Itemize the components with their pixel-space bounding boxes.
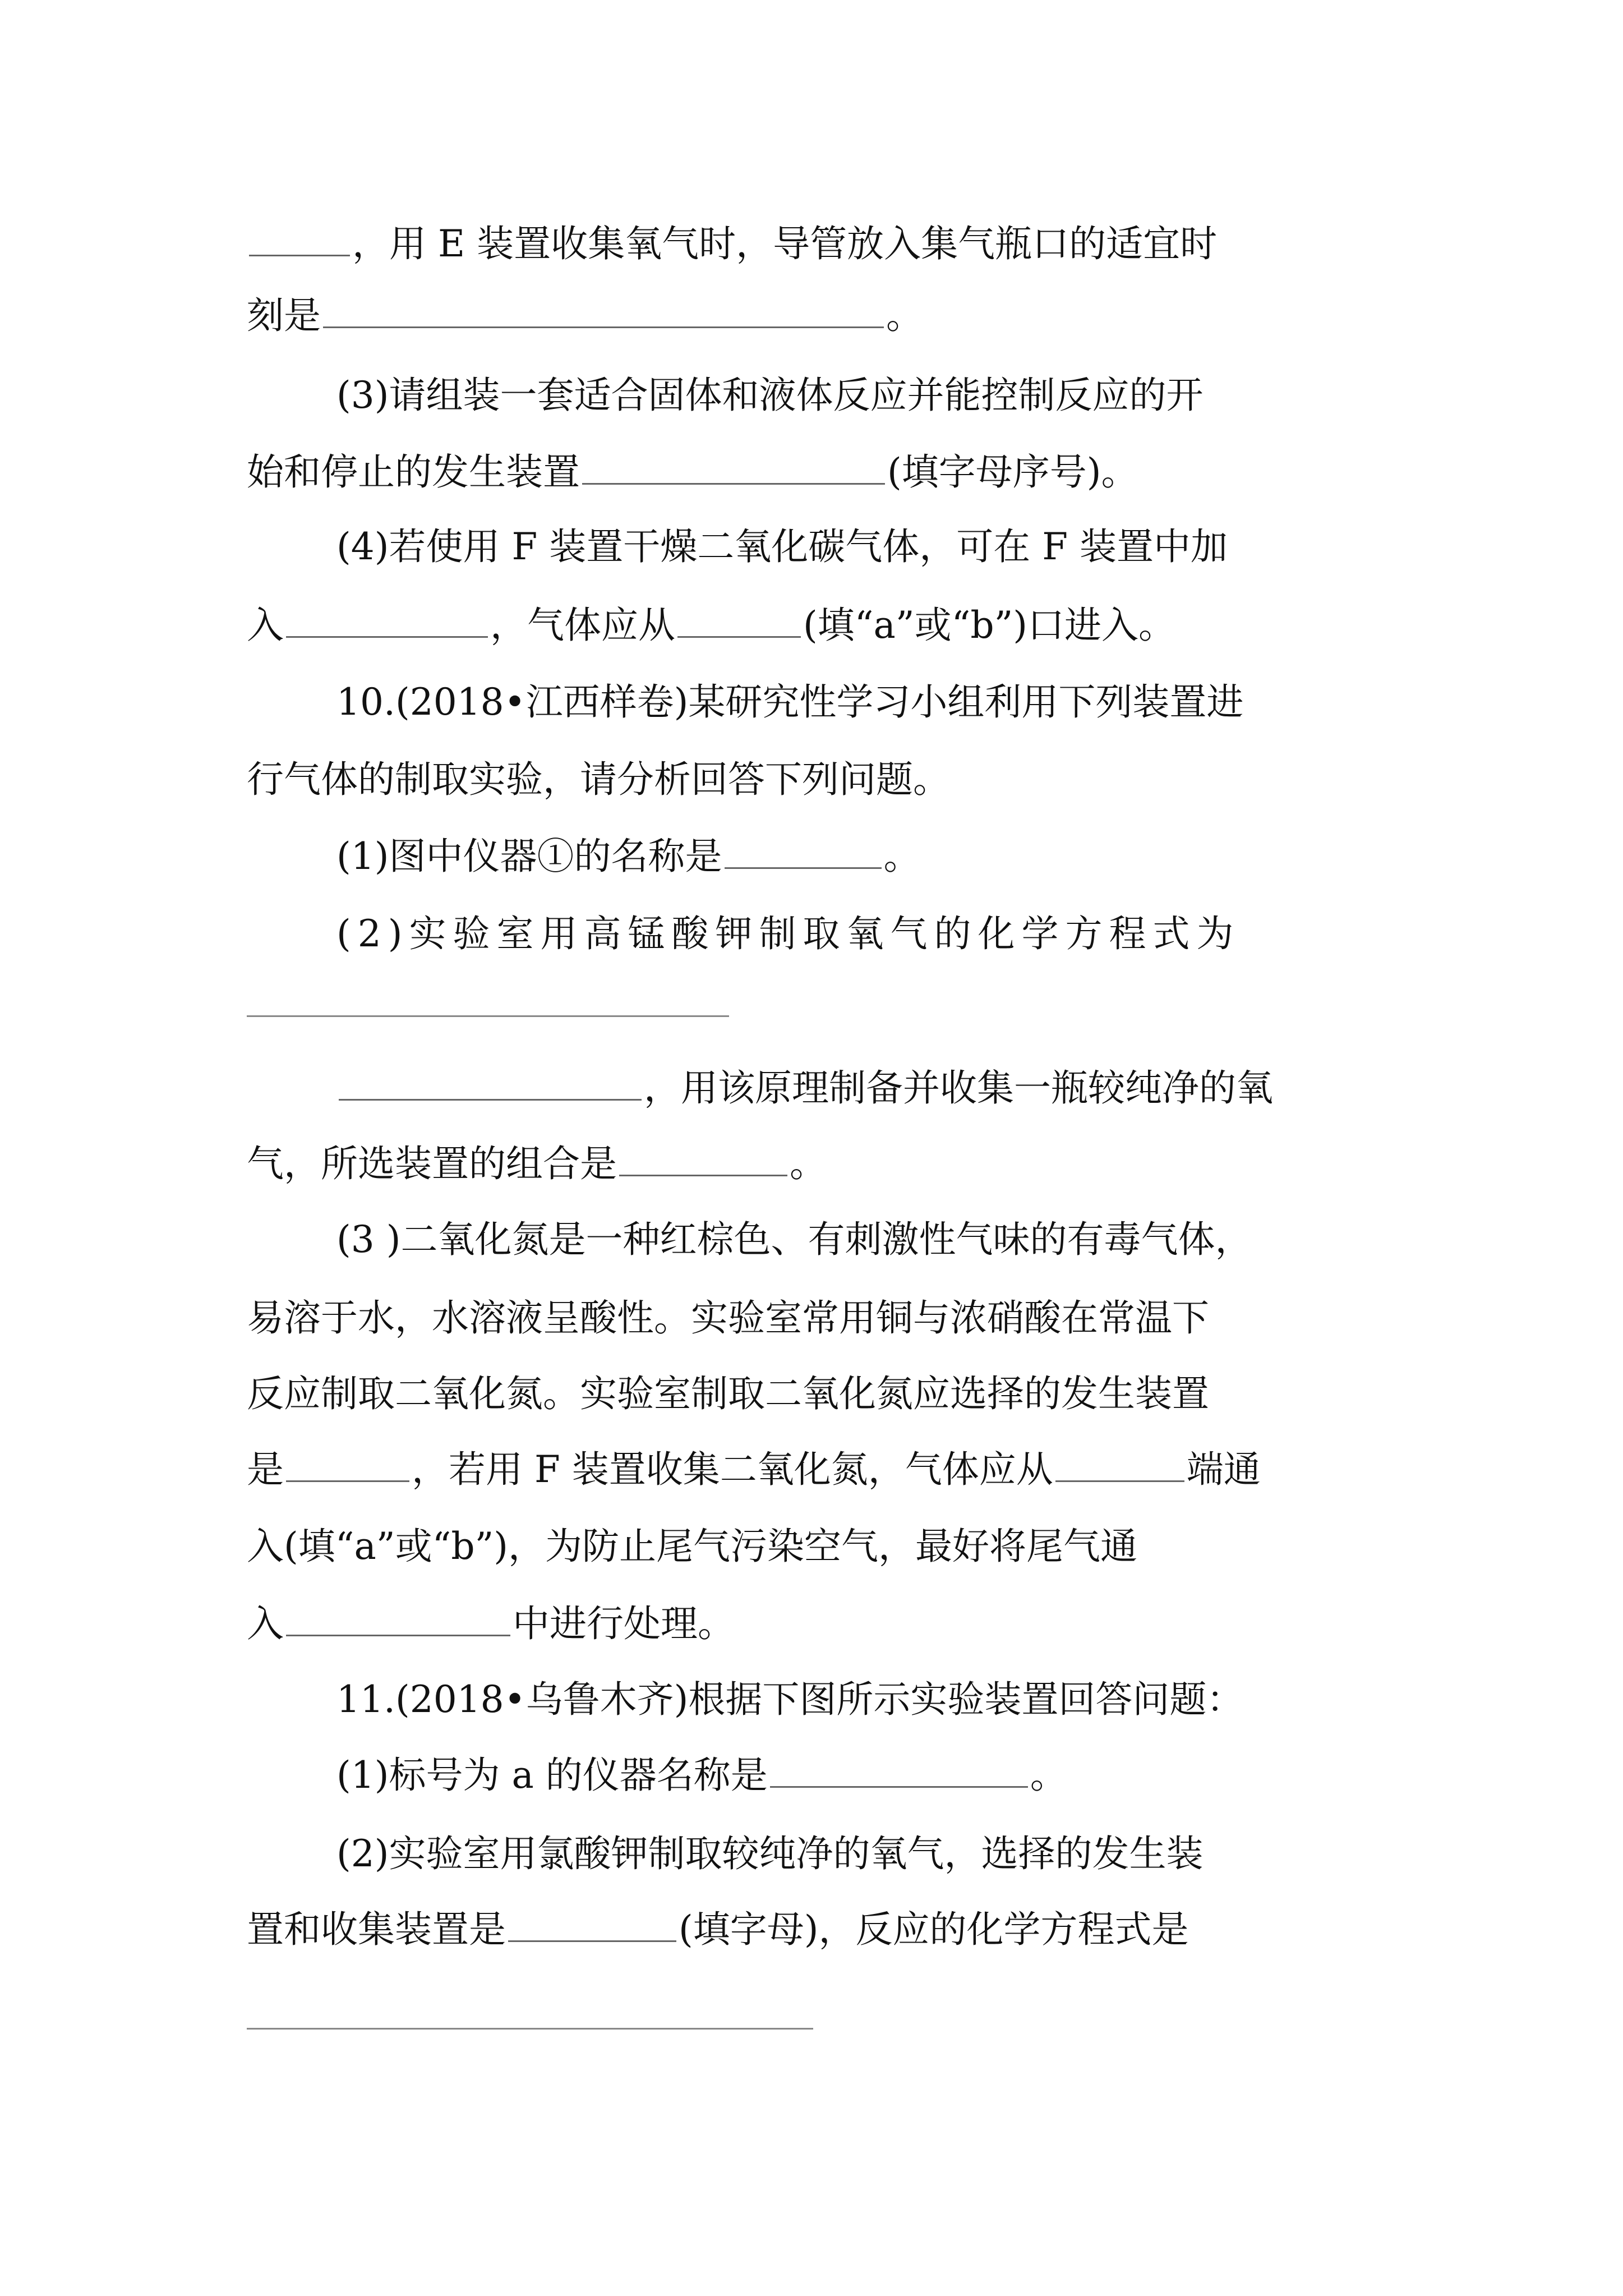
question-11-heading [336,1674,1243,1725]
answer-blank[interactable] [323,292,884,328]
line-text: 。 [883,835,921,878]
answer-blank[interactable] [677,601,801,638]
line-text: 端通 [1186,1448,1261,1491]
text-line [247,1904,1189,1955]
line-text: (填字母序号)。 [887,450,1138,494]
text-line [247,1599,735,1649]
answer-blank[interactable] [249,220,350,256]
line-text: ，气体应从 [490,604,675,647]
line-text: 入 [247,604,284,647]
line-text: (4)若使用 F 装置干燥二氧化碳气体，可在 F 装置中加 [336,525,1228,568]
answer-blank[interactable] [339,1064,642,1101]
answer-blank[interactable] [582,448,885,485]
text-line [336,1063,1273,1114]
text-line [336,831,921,882]
text-line [247,600,1175,651]
text-line [247,291,923,341]
line-text: 。 [790,1142,827,1185]
line-text: (3)请组装一套适合固体和液体反应并能控制反应的开 [336,374,1204,417]
answer-blank[interactable] [286,1600,510,1636]
line-text: ，用该原理制备并收集一瓶较纯净的氧 [644,1066,1273,1110]
line-text: (2)实验室用高锰酸钾制取氧气的化学方程式为 [336,912,1241,955]
question-10-heading [336,677,1243,728]
line-text: (1)图中仪器①的名称是 [336,835,722,878]
line-text: 。 [1030,1754,1067,1797]
answer-blank[interactable] [619,1140,787,1176]
question-4-line [336,522,1228,572]
text-line [247,219,1217,269]
line-text: 入(填“a”或“b”)，为防止尾气污染空气，最好将尾气通 [247,1525,1138,1568]
text-line [336,1829,1204,1879]
line-text: 是 [247,1448,284,1491]
answer-blank[interactable] [508,1906,676,1942]
text-line [336,1750,1067,1801]
line-text: ，若用 F 装置收集二氧化氮，气体应从 [412,1448,1053,1491]
line-text: 易溶于水，水溶液呈酸性。实验室常用铜与浓硝酸在常温下 [247,1296,1209,1340]
line-text: 置和收集装置是 [247,1908,506,1951]
line-text: 气，所选装置的组合是 [247,1142,617,1185]
text-line [336,909,1241,959]
line-text: (2)实验室用氯酸钾制取较纯净的氧气，选择的发生装 [336,1832,1204,1875]
answer-rule[interactable] [247,1015,729,1017]
text-line [247,1369,1209,1419]
text-line [247,1139,827,1189]
line-text: 入 [247,1602,284,1645]
line-text: (1)标号为 a 的仪器名称是 [336,1754,768,1797]
line-text: 反应制取二氧化氮。实验室制取二氧化氮应选择的发生装置 [247,1372,1209,1415]
line-text: ，用 E 装置收集氧气时，导管放入集气瓶口的适宜时 [352,222,1218,265]
answer-blank[interactable] [725,832,882,869]
line-text: (填字母)，反应的化学方程式是 [679,1908,1189,1951]
text-line [336,1214,1252,1265]
question-3-line [336,370,1204,421]
answer-blank[interactable] [286,1446,409,1482]
line-text: 10.(2018•江西样卷)某研究性学习小组利用下列装置进 [336,680,1244,724]
line-text: 。 [886,294,923,337]
text-line [247,1521,1137,1572]
line-text: 始和停止的发生装置 [247,450,580,494]
line-text: (填“a”或“b”)口进入。 [803,604,1176,647]
line-text: 行气体的制取实验，请分析回答下列问题。 [247,758,950,801]
answer-blank[interactable] [1055,1446,1184,1482]
line-text: 11.(2018•乌鲁木齐)根据下图所示实验装置回答问题： [336,1678,1244,1721]
line-text: 中进行处理。 [513,1602,735,1645]
text-line [247,447,1138,498]
answer-blank[interactable] [286,601,488,638]
line-text: 刻是 [247,294,321,337]
answer-rule[interactable] [247,2028,813,2030]
line-text: (3 )二氧化氮是一种红棕色、有刺激性气味的有毒气体， [336,1218,1252,1261]
answer-blank[interactable] [770,1751,1028,1788]
text-line [247,754,950,805]
text-line [247,1293,1209,1343]
text-line [247,1444,1261,1495]
